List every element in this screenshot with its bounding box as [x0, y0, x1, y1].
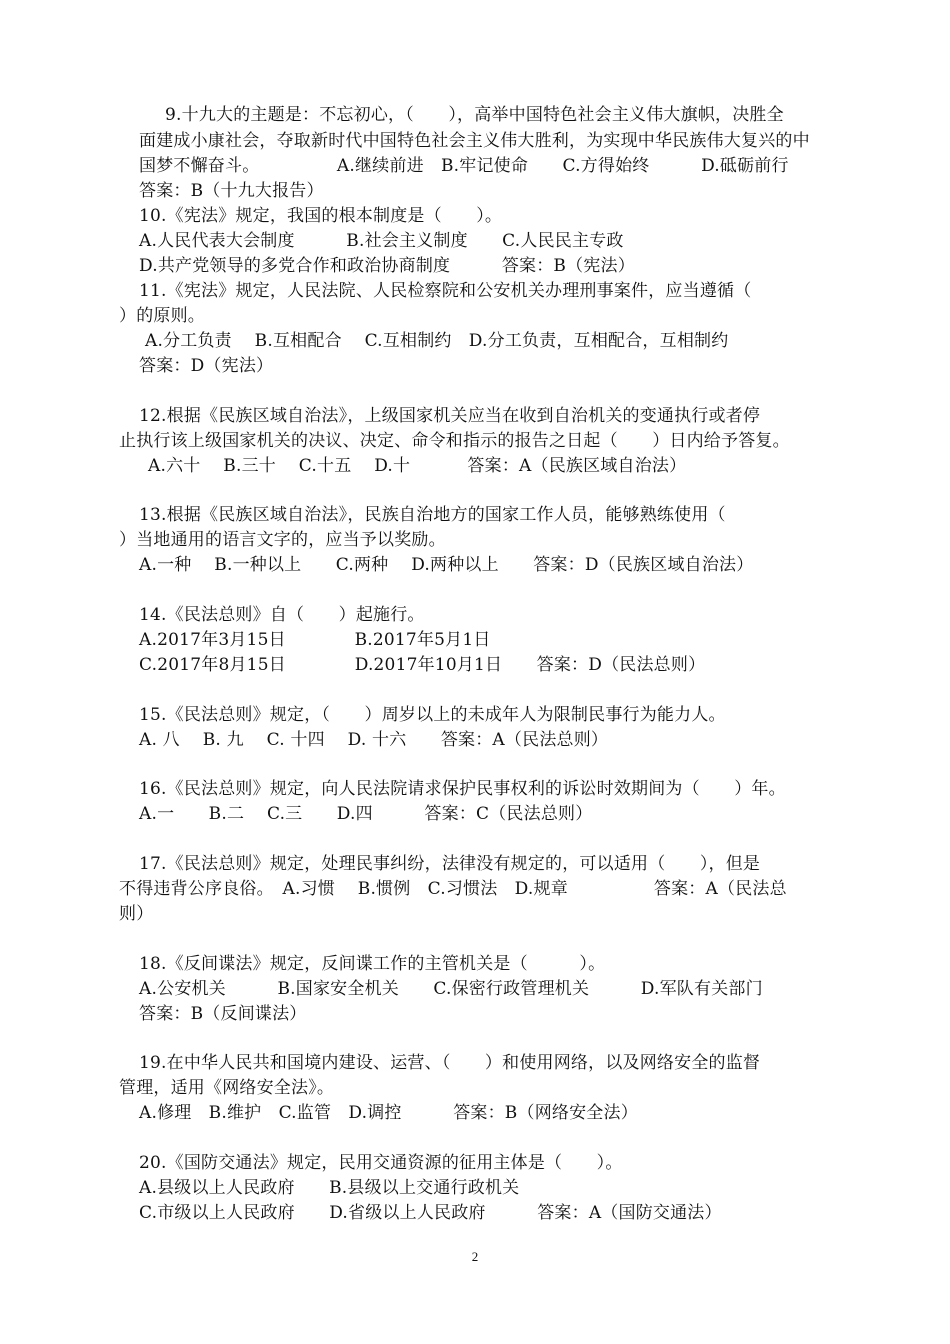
question-19-options: A.修理 B.维护 C.监管 D.调控 答案：B（网络安全法）	[139, 1103, 638, 1123]
question-20-line-1: 20.《国防交通法》规定，民用交通资源的征用主体是（ ）。	[139, 1153, 623, 1173]
question-10-line-2: A.人民代表大会制度 B.社会主义制度 C.人民民主专政	[139, 231, 624, 251]
question-11-options: A.分工负责 B.互相配合 C.互相制约 D.分工负责，互相配合，互相制约	[145, 331, 729, 351]
question-17-line-2: 不得违背公序良俗。 A.习惯 B.惯例 C.习惯法 D.规章 答案：A（民法总	[119, 879, 787, 899]
question-14-line-3: C.2017年8月15日 D.2017年10月1日 答案：D（民法总则）	[139, 655, 706, 675]
question-9-line-3: 国梦不懈奋斗。 A.继续前进 B.牢记使命 C.方得始终 D.砥砺前行	[139, 156, 789, 176]
question-12-line-2: 止执行该上级国家机关的决议、决定、命令和指示的报告之日起（ ）日内给予答复。	[119, 431, 790, 451]
question-14-line-1: 14.《民法总则》自（ ）起施行。	[139, 605, 425, 625]
question-15-options: A. 八 B. 九 C. 十四 D. 十六 答案：A（民法总则）	[139, 730, 609, 750]
question-9-line-1: 9.十九大的主题是：不忘初心，（ ），高举中国特色社会主义伟大旗帜，决胜全	[165, 105, 784, 125]
question-12-line-1: 12.根据《民族区域自治法》，上级国家机关应当在收到自治机关的变通执行或者停	[139, 406, 761, 426]
question-18-answer: 答案：B（反间谍法）	[139, 1004, 307, 1024]
question-11-line-2: ）的原则。	[119, 306, 205, 326]
question-14-line-2: A.2017年3月15日 B.2017年5月1日	[139, 630, 491, 650]
question-19-line-1: 19.在中华人民共和国境内建设、运营、（ ）和使用网络，以及网络安全的监督	[139, 1053, 761, 1073]
question-18-line-1: 18.《反间谍法》规定，反间谍工作的主管机关是（ ）。	[139, 954, 606, 974]
question-13-options: A.一种 B.一种以上 C.两种 D.两种以上 答案：D（民族区域自治法）	[139, 555, 754, 575]
question-11-line-1: 11.《宪法》规定，人民法院、人民检察院和公安机关办理刑事案件，应当遵循（	[139, 281, 752, 301]
page-number: 2	[471, 1249, 479, 1264]
question-20-line-2: A.县级以上人民政府 B.县级以上交通行政机关	[139, 1178, 520, 1198]
question-18-options: A.公安机关 B.国家安全机关 C.保密行政管理机关 D.军队有关部门	[139, 979, 763, 999]
question-12-options: A.六十 B.三十 C.十五 D.十 答案：A（民族区域自治法）	[148, 456, 687, 476]
question-16-options: A.一 B.二 C.三 D.四 答案：C（民法总则）	[139, 804, 593, 824]
question-9-answer: 答案：B（十九大报告）	[139, 181, 324, 201]
question-15-line-1: 15.《民法总则》规定，（ ）周岁以上的未成年人为限制民事行为能力人。	[139, 705, 726, 725]
question-20-line-3: C.市级以上人民政府 D.省级以上人民政府 答案：A（国防交通法）	[139, 1203, 722, 1223]
question-17-line-1: 17.《民法总则》规定，处理民事纠纷，法律没有规定的，可以适用（ ），但是	[139, 854, 761, 874]
question-10-line-3: D.共产党领导的多党合作和政治协商制度 答案：B（宪法）	[139, 256, 635, 276]
question-17-line-3: 则）	[119, 904, 154, 924]
question-13-line-2: ）当地通用的语言文字的，应当予以奖励。	[119, 530, 446, 550]
question-9-line-2: 面建成小康社会，夺取新时代中国特色社会主义伟大胜利，为实现中华民族伟大复兴的中	[139, 131, 810, 151]
question-10-line-1: 10.《宪法》规定，我国的根本制度是（ ）。	[139, 206, 503, 226]
question-13-line-1: 13.根据《民族区域自治法》，民族自治地方的国家工作人员，能够熟练使用（	[139, 505, 726, 525]
question-16-line-1: 16.《民法总则》规定，向人民法院请求保护民事权利的诉讼时效期间为（ ）年。	[139, 779, 786, 799]
question-11-answer: 答案：D（宪法）	[139, 356, 274, 376]
question-19-line-2: 管理，适用《网络安全法》。	[119, 1078, 335, 1098]
